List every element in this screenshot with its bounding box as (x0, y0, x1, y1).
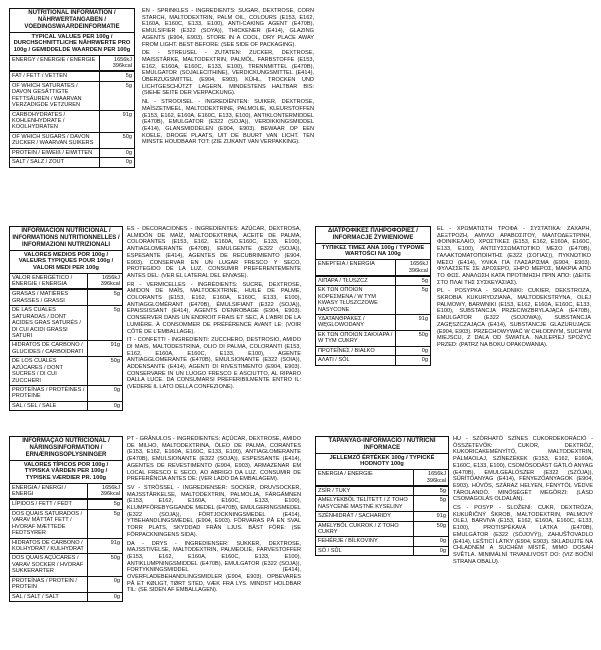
nutrient-label: CARBOHYDRATES / KOHLENHYDRATE / KOOLHYDRATEN (12, 111, 66, 131)
nutrition-row (10, 386, 122, 402)
nutrition-row (10, 357, 122, 386)
panel-subheader: JELLEMZŐ ÉRTÉKEK 100g / TYPICKÉ HODNOTY 100g (316, 454, 448, 470)
nutrition-row (10, 554, 122, 576)
nutrition-row (10, 274, 122, 291)
panel-header: ΔΙΑΤΡΟΦΙΚΕΣ ΠΛΗΡΟΦΟΡΙΕΣ / INFORMACJE ŻYWIENIOWE (316, 227, 430, 244)
ingredients-text-hu-cs (453, 436, 593, 567)
nutrient-value: 0g (413, 547, 448, 555)
nutrition-row (10, 539, 122, 555)
nutrient-value: 0g (87, 402, 122, 410)
nutrient-label: DOS QUAIS SATURADOS / VARAV MÄTTAT FETT / HVORAF MÆTTEDE FEDTSYRER (12, 510, 83, 537)
nutrient-value: 0g (99, 149, 134, 157)
nutrition-row (10, 158, 134, 166)
ingredients-paragraph: NL - STROOISEL - INGREDIËNTEN: SUIKER, DEXTROSE, MAÏSZETMEEL, MALTODEXTRINE, PALMOLIE, KLEURSTOFFEN (E153, E162, E160A, E160C, E133, E100), ANTIKLONTERMIDDEL (E470B), EMULGATOR (E322 (SOJA)), VERDIKKINGSMIDDEL (E414), GLANSMIDDELEN (E904, E903). BEWAAR OP EEN KOELE, DROGE PLAATS, UIT DE BUURT VAN LICHT. TEN MINSTE HOUDBAAR TOT: (ZIE ZIJKANT VAN VERPAKKING). (142, 99, 314, 146)
nutrient-label: SZÉNHIDRÁT / SACHARIDY (318, 513, 391, 520)
nutrition-table-es-fr-it (9, 226, 123, 411)
nutrition-row (316, 487, 448, 496)
nutrient-value: 91g (87, 341, 122, 356)
ingredients-paragraph: EL - ΧΡΩΜΑΤΙΣΤΗ ΤΡΟΦΑ - ΣΥΣΤΑΤΙΚΑ: ΖΑΧΑΡΗ, ΔΕΞΤΡΟΖΗ, ΑΜΥΛΟ ΑΡΑΒΟΣΙΤΟΥ, ΜΑΛΤΟΔΕΞΤΡΙΝΗ, ΦΟΙΝΙΚΕΛΑΙΟ, ΧΡΩΣΤΙΚΕΣ (E153, E162, E160A, E160C, E133, E100), ΑΝΤΙΣΥΣΣΩΜΑΤΩΤΙΚΟ ΜΕΣΟ (E470B), ΓΑΛΑΚΤΩΜΑΤΟΠΟΙΗΤΗΣ (E322 (ΣΟΓΙΑΣ)), ΠΥΚΝΩΤΙΚΟ ΜΕΣΟ (E414), ΥΛΙΚΑ ΓΙΑ ΓΛΑΣΑΡΙΣΜΑ (E904, E903). ΦΥΛΑΣΣΕΤΕ ΣΕ ΔΡΟΣΕΡΟ, ΞΗΡΟ ΜΕΡΟΣ, ΜΑΚΡΙΑ ΑΠΟ ΤΟ ΦΩΣ. ΑΝΑΛΩΣΗ ΚΑΤΑ ΠΡΟΤΙΜΗΣΗ ΠΡΙΝ ΑΠΟ: (ΔΕΙΤΕ ΣΤΟ ΠΛΑΙ ΤΗΣ ΣΥΣΚΕΥΑΣΙΑΣ). (437, 226, 591, 286)
nutrition-row (316, 496, 448, 512)
nutrient-label: OF WHICH SATURATES / DAVON GESÄTTIGTE FETTSÄUREN / WAARVAN VERZADIGDE VETZUREN (12, 82, 82, 109)
nutrition-row (316, 347, 430, 356)
nutrition-row (10, 133, 134, 149)
nutrient-label: LÍPIDOS / FETT / FEDT (12, 501, 72, 508)
ingredients-paragraph: PT - GRÂNULOS - INGREDIENTES: AÇÚCAR, DEXTROSE, AMIDO DE MILHO, MALTODEXTRINA, ÓLEO DE PALMA, CORANTES (E153, E162, E160A, E160C, E133, E100), ANTIAGLOMERANTE (E470B), EMULSIONANTE (E322 (SOJA)), ESPESSANTE (E414), AGENTES DE REVESTIMENTO (E904, E903). ARMAZENAR EM LOCAL FRESCO E SECO, AO ABRIGO DA LUZ. CONSUMIR DE PREFERÊNCIA ANTES DE: (VER LADO DA EMBALAGEM). (127, 436, 301, 483)
nutrient-value: 5g (413, 496, 448, 511)
nutrient-value: 50g (87, 554, 122, 575)
nutrient-label: ZSÍR / TUKY (318, 487, 351, 494)
ingredients-paragraph: DE - STREUSEL - ZUTATEN: ZUCKER, DEXTROSE, MAISSTÄRKE, MALTODEXTRIN, PALMÖL, FARBSTOFFE (E153, E162, E160A, E160C, E133, E100), TRENNMITTEL (E470B), EMULGATOR (SOJALECITHINE), VERDICKUNGSMITTEL (E414), ÜBERZUGSMITTEL (E904, E903). KÜHL, TROCKEN UND LICHTGESCHÜTZT LAGERN. MINDESTENS HALTBAR BIS: (SIEHE SEITE DER VERPACKUNG). (142, 50, 314, 97)
ingredients-paragraph: EN - SPRINKLES - INGREDIENTS: SUGAR, DEXTROSE, CORN STARCH, MALTODEXTRIN, PALM OIL, COLOURS (E153, E162, E160A, E160C, E133, E100), ANTI-CAKING AGENT (E470B), EMULSIFIER (E322 (SOYA)), THICKENER (E414), GLAZING AGENTS (E904, E903). STORE IN A COOL, DRY PLACE AWAY FROM LIGHT. BEST BEFORE: (SEE SIDE OF PACKAGING). (142, 8, 314, 48)
nutrition-row (316, 277, 430, 286)
nutrient-value: 0g (395, 347, 430, 355)
nutrient-label: ENERGY / ENERGIE / ENERGIE (12, 56, 96, 63)
nutrition-row (316, 537, 448, 546)
ingredients-paragraph: FR - VERMICELLES - INGRÉDIENTS: SUCRE, DEXTROSE, AMIDON DE MAÏS, MALTODEXTRINE, HUILE DE PALME, COLORANTS (E153, E162, E160A, E160C, E133, E100), ANTIAGGLOMÉRANT (E470B), ÉMULSIFIANT (E322 (SOJA)), ÉPAISSISSANT (E414), AGENTS D'ENROBAGE (E904, E903). CONSERVER DANS UN ENDROIT FRAIS ET SEC, À L'ABRI DE LA LUMIÈRE. À CONSOMMER DE PRÉFÉRENCE AVANT LE: (VOIR CÔTÉ DE L'EMBALLAGE). (127, 281, 301, 335)
nutrient-value: 1656kJ 396kcal (87, 484, 122, 499)
nutrient-label: ΕΚ ΤΩΝ ΟΠΟΙΩΝ ΣΑΚΧΑΡΑ / W TYM CUKRY (318, 331, 393, 345)
nutrient-value: 1656kJ 396kcal (99, 56, 134, 71)
ingredients-paragraph: HU - SZÓRHATÓ SZÍNES CUKORDEKORÁCIÓ - ÖSSZETEVŐK: CUKOR, DEXTRÓZ, KUKORICAKEMÉNYÍTŐ, MALTODEXTRIN, PÁLMAOLAJ, SZÍNEZÉKEK (E153, E162, E160A, E160C, E133, E100), CSOMÓSODÁST GÁTLÓ ANYAG (E470B), EMULGEÁLÓSZER (E322 (SZÓJA)), SŰRÍTŐANYAG (E414), FÉNYEZŐANYAGOK (E904, E903). HŰVÖS, SZÁRAZ HELYEN, FÉNYTŐL VÉDVE TÁROLANDÓ. MINŐSÉGÉT MEGŐRZI: (LÁSD CSOMAGOLÁS OLDALÁN). (453, 436, 593, 503)
nutrient-label: ΕΝΕΡΓΕΙΑ / ENERGIA (318, 261, 375, 268)
nutrition-row (10, 593, 122, 601)
nutrient-label: FAT / FETT / VETTEN (12, 73, 68, 80)
nutrient-label: OF WHICH SUGARS / DAVON ZUCKER / WAARVAN SUIKERS (12, 133, 94, 147)
nutrition-row (10, 500, 122, 509)
nutrition-row (10, 149, 134, 158)
nutrient-value: 0g (395, 356, 430, 364)
ingredients-paragraph: CS - POSYP - SLOŽENÍ: CUKR, DEXTRÓZA, KUKUŘIČNÝ ŠKROB, MALTODEXTRIN, PALMOVÝ OLEJ, BARVIVA (E153, E162, E160A, E160C, E133, E100), PROTISPÉKAVÁ LÁTKA (E470B), EMULGÁTOR (E322 (SÓJOVÝ)), ZAHUŠŤOVADLO (E414), LEŠTICÍ LÁTKY (E904, E903). SKLADUJTE NA CHLADNÉM A SUCHÉM MÍSTĚ, MIMO DOSAH SVĚTLA. MINIMÁLNÍ TRVANLIVOST DO: (VIZ BOČNÍ STRANA OBALU). (453, 505, 593, 565)
nutrient-label: SÓ / SŮL (318, 547, 342, 554)
nutrient-label: VALOR ENERGÉTICO / ÉNERGIE / ENERGIA (12, 274, 73, 288)
nutrient-value: 5g (87, 500, 122, 508)
nutrient-label: SAL / SALT / SALT (12, 593, 59, 600)
nutrient-label: PROTEÍNAS / PROTEIN / PROTEIN (12, 577, 77, 591)
nutrient-label: AMELYEKBŐL TELÍTETT / Z TOHO NASYCENÉ MASTNÉ KYSELINY (318, 497, 408, 510)
ingredients-text-es-fr-it (127, 226, 301, 393)
nutrition-row (10, 484, 122, 501)
ingredients-paragraph: ES - DECORACIONES - INGREDIENTES: AZÚCAR, DEXTROSA, ALMIDÓN DE MAÍZ, MALTODEXTRINA, ACEITE DE PALMA, COLORANTES (E153, E162, E160A, E160C, E133, E100), ANTIAGLOMERANTE (E470B), EMULGENTE (E322 (SOJA)), ESPESANTE (E414), AGENTES DE RECUBRIMIENTO (E904, E903). CONSERVAR EN UN LUGAR FRESCO Y SECO, PROTEGIDO DE LA LUZ. CONSUMIR PREFERENTEMENTE ANTES DEL: (VER EL LATERAL DEL ENVASE). (127, 226, 301, 279)
nutrition-row (316, 356, 430, 364)
nutrient-value: 5g (87, 510, 122, 538)
nutrient-label: DE LAS CUALES SATURADAS / DONT ACIDES GRAS SATURÉS / DI CUI ACIDI GRASSI SATURI (12, 307, 81, 340)
nutrient-value: 1656kJ 396kcal (413, 470, 448, 485)
panel-subheader: VALORES MEDIOS POR 100g / VALEURS TYPIQUES POUR 100g / VALORI MEDI PER 100g (10, 251, 122, 274)
nutrient-value: 0g (99, 158, 134, 166)
nutrient-value: 91g (99, 111, 134, 132)
nutrient-label: DE LOS CUALES AZÚCARES / DONT SUCRES / DI CUI ZUCCHERI (12, 358, 63, 384)
nutrient-value: 5g (87, 306, 122, 340)
nutrient-label: SALT / SALZ / ZOUT (12, 159, 65, 166)
nutrient-label: SAL / SEL / SALE (12, 402, 57, 409)
nutrition-row (316, 331, 430, 347)
ingredients-paragraph: PL - POSYPKA - SKŁADNIKI: CUKIER, DEKSTROZA, SKROBIA KUKURYDZIANA, MALTODEKSTRYNA, OLEJ PALMOWY, BARWNIKI (E153, E162, E160A, E160C, E133, E100), SUBSTANCJA PRZECIWZBRYLAJĄCA (E470B), EMULGATOR (E322 (SOJOWA)), SUBSTANCJA ZAGĘSZCZAJĄCA (E414), SUBSTANCJE GLAZURUJĄCE (E904, E903). PRZECHOWYWAĆ W CHŁODNYM, SUCHYM MIEJSCU, Z DALA OD ŚWIATŁA. NAJLEPIEJ SPOŻYĆ PRZED: (PATRZ NA BOKU OPAKOWANIA). (437, 288, 591, 348)
nutrient-label: GRASAS / MATIÈRES GRASSES / GRASSI (12, 291, 69, 304)
nutrient-value: 5g (413, 487, 448, 495)
nutrient-value: 5g (395, 286, 430, 314)
nutrition-row (10, 72, 134, 81)
nutrition-row (10, 577, 122, 593)
nutrient-value: 50g (395, 331, 430, 346)
nutrient-label: ENERGIA / ENERGIE (318, 471, 373, 478)
nutrient-value: 91g (87, 539, 122, 554)
nutrient-value: 50g (413, 522, 448, 537)
nutrition-row (10, 290, 122, 306)
nutrient-value: 50g (99, 133, 134, 148)
nutrition-row (316, 260, 430, 277)
nutrition-row (316, 512, 448, 521)
nutrient-value: 5g (99, 82, 134, 110)
nutrient-label: ΕΚ ΤΩΝ ΟΠΟΙΩΝ ΚΟΡΕΣΜΕΝΑ / W TYM KWASY TŁUSZCZOWE NASYCONE (318, 287, 378, 313)
nutrient-label: ΠΡΩΤΕΪΝΕΣ / BIAŁKO (318, 347, 375, 354)
nutrition-row (316, 286, 430, 315)
nutrient-value: 0g (413, 537, 448, 545)
nutrition-row (10, 306, 122, 341)
nutrition-table-en-de-nl (9, 8, 135, 168)
panel-header: INFORMACIÓN NUTRICIONAL / INFORMATIONS NUTRITIONNELLES / INFORMAZIONI NUTRIZIONALI (10, 227, 122, 251)
nutrient-value: 91g (413, 512, 448, 520)
nutrition-row (10, 510, 122, 539)
ingredients-paragraph: IT - CONFETTI - INGREDIENTI: ZUCCHERO, DESTROSIO, AMIDO DI MAIS, MALTODESTRINA, OLIO DI PALMA, COLORANTI (E153, E162, E160A, E160C, E133, E100), AGENTE ANTIAGGLOMERANTE (E470B), EMULSIONANTE (E322 (SOIA)), ADDENSANTE (E414), AGENTI DI RIVESTIMENTO (E904, E903). CONSERVARE IN UN LUOGO FRESCO E ASCIUTTO, AL RIPARO DALLA LUCE. DA CONSUMARSI PREFERIBILMENTE ENTRO IL: (VEDERE IL LATO DELLA CONFEZIONE). (127, 337, 301, 391)
nutrient-value: 0g (87, 577, 122, 592)
nutrition-row (316, 315, 430, 331)
panel-subheader: VALORES TÍPICOS POR 100g / TYPISKA VÄRDEN PER 100g / TYPISKE VÆRDIER PR. 100g (10, 461, 122, 484)
nutrient-value: 91g (395, 315, 430, 330)
nutrient-value: 5g (87, 290, 122, 305)
nutrition-row (10, 56, 134, 73)
panel-header: NUTRITIONAL INFORMATION / NÄHRWERTANGABEN / VOEDINGSWAARDEINFORMATIE (10, 9, 134, 33)
nutrient-label: ΑΛΑΤΙ / SÓL (318, 357, 350, 364)
nutrition-table-hu-cs (315, 436, 449, 556)
ingredients-text-el-pl (437, 226, 591, 351)
nutrient-label: HIDRATOS DE CARBONO / KOLHYDRAT / KULHYDRAT (12, 539, 84, 553)
nutrient-label: FEHÉRJE / BÍLKOVINY (318, 538, 378, 545)
nutrient-value: 0g (87, 386, 122, 401)
ingredients-paragraph: SV - STRÖSSEL - INGREDIENSER: SOCKER, DRUVSOCKER, MAJSSTÄRKELSE, MALTODEXTRIN, PALMOLJA, FÄRGÄMNEN (E153, E162, E160A, E160C, E133, E100), KLUMPFÖREBYGGANDE MEDEL (E470B), EMULGERINGSMEDEL (E322 (SOJA)), FÖRTJOCKNINGSMEDEL (E414), YTBEHANDLINGSMEDEL (E904, E903). FÖRVARAS PÅ EN SVAL TORR PLATS, SKYDDAD FRÅN LJUS. BÄST FÖRE: (SE FÖRPACKNINGENS SIDA). (127, 484, 301, 538)
nutrient-label: AMELYBŐL CUKROK / Z TOHO CUKRY (318, 522, 399, 536)
nutrition-row (10, 402, 122, 410)
nutrition-table-pt-sv-da (9, 436, 123, 602)
nutrition-row (316, 547, 448, 555)
panel-header: TÁPANYAG-INFORMÁCIÓ / NUTRIČNÍ INFORMACE (316, 437, 448, 454)
nutrient-value: 5g (395, 277, 430, 285)
nutrition-row (10, 82, 134, 111)
panel-header: INFORMAÇÃO NUTRICIONAL / NÄRINGSINFORMATION / ERNÆRINGSOPLYSNINGER (10, 437, 122, 461)
nutrient-label: HIDRATOS DE CARBONO / GLUCIDES / CARBOIDRATI (12, 342, 84, 355)
nutrient-label: ΛΙΠΑΡΑ / TŁUSZCZ (318, 277, 368, 284)
nutrient-value: 1656kJ 396kcal (87, 274, 122, 289)
nutrition-table-el-pl (315, 226, 431, 366)
nutrient-label: ΥΔΑΤΑΝΘΡΑΚΕΣ / WĘGLOWODANY (318, 316, 365, 329)
nutrient-label: PROTEÍNAS / PROTÉINES / PROTEINE (12, 386, 85, 400)
nutrition-row (316, 522, 448, 538)
nutrient-value: 0g (87, 593, 122, 601)
ingredients-paragraph: DA - DRYS - INGREDIENSER: SUKKER, DEXTROSE, MAJSSTIVELSE, MALTODEXTRIN, PALMEOLIE, FARVESTOFFER (E153, E162, E160A, E160C, E133, E100), ANTIKLUMPNINGSMIDDEL (E470B), EMULGATOR (E322 (SOJA)), FORTYKNINGSMIDDEL (E414), OVERFLADEBEHANDLINGSMIDLER (E904, E903). OPBEVARES PÅ ET KØLIGT, TØRT STED, VÆK FRA LYS. MINDST HOLDBAR TIL: (SE SIDEN AF EMBALLAGEN). (127, 540, 301, 594)
nutrient-value: 50g (87, 357, 122, 385)
nutrition-row (10, 111, 134, 133)
nutrient-label: ENERGIA / ENERGI / ENERGI (12, 484, 67, 498)
nutrition-row (316, 470, 448, 487)
nutrient-value: 1656kJ 396kcal (395, 260, 430, 275)
panel-subheader: ΤΥΠΙΚΕΣ ΤΙΜΕΣ ΑΝΑ 100g / TYPOWE WARTOŚCI NA 100g (316, 244, 430, 260)
ingredients-text-pt-sv-da (127, 436, 301, 596)
ingredients-text-en-de-nl (142, 8, 314, 148)
nutrient-label: DOS QUAIS AÇÚCARES / VARAV SOCKER / HVORAF SUKKERARTER (12, 555, 84, 575)
panel-subheader: TYPICAL VALUES PER 100g / DURCHSCHNITTLICHE NÄHRWERTE PRO 100g / GEMIDDELDE WAARDEN PER 100g (10, 33, 134, 56)
nutrient-value: 5g (99, 72, 134, 80)
nutrition-row (10, 341, 122, 357)
nutrient-label: PROTEIN / EIWEIß / EIWITTEN (12, 149, 93, 156)
